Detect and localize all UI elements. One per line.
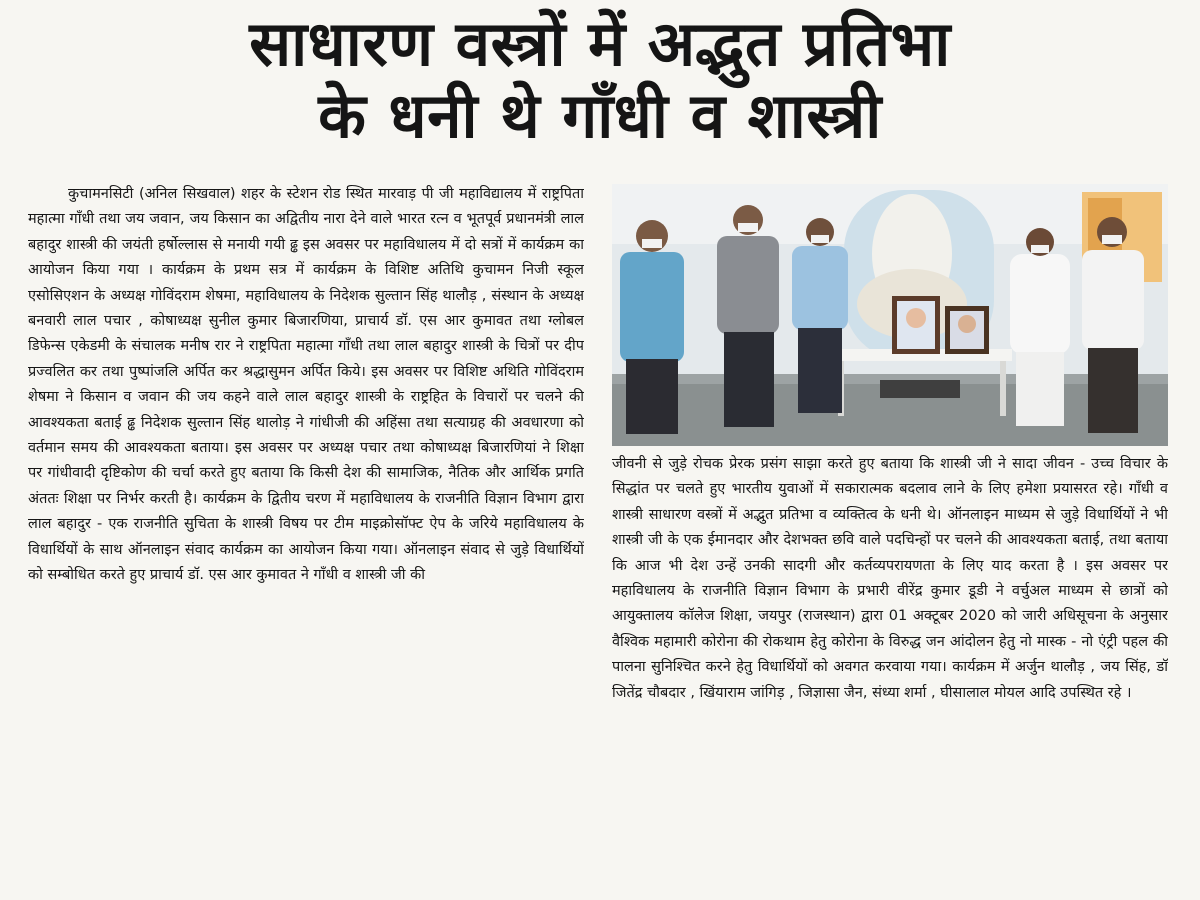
- headline-line-1: साधारण वस्त्रों में अद्भुत प्रतिभा: [249, 7, 951, 80]
- headline: [0, 8, 1200, 152]
- event-photo-icon: [612, 184, 1168, 446]
- article-left-text: कुचामनसिटी (अनिल सिखवाल) शहर के स्टेशन रोड स्थित मारवाड़ पी जी महाविद्यालय में राष्ट्रपिता महात्मा गाँधी तथा जय जवान, जय किसान का अद्वितीय नारा देने वाले भारत रत्न व भूतपूर्व प्रधानमंत्री लाल बहादुर शास्त्री की जयंती हर्षोल्लास से मनायी गयी ढ्ढ इस अवसर पर महाविधालय में दो सत्रों में कार्यक्रम का आयोजन किया गया । कार्यक्रम के प्रथम सत्र में कार्यक्रम के विशिष्ट अतिथि कुचामन निजी स्कूल एसोसिएशन के अध्यक्ष गोविंदराम शेषमा, महाविधालय के निदेशक सुल्तान सिंह थालौड़ , संस्थान के अध्यक्ष बनवारी लाल पचार , कोषाध्यक्ष सुनील कुमार बिजारणिया, प्राचार्य डॉ. एस आर कुमावत तथा ग्लोबल डिफेन्स एकेडमी के संचालक मनीष रार ने राष्ट्रपिता महात्मा गाँधी तथा लाल बहादुर शास्त्री के चित्रों पर दीप प्रज्वलित कर तथा पुष्पांजलि अर्पित कर श्रद्धासुमन अर्पित किये। इस अवसर पर विशिष्ट अथिति गोविंदराम शेषमा ने किसान व जवान की जय कहने वाले लाल बहादुर शास्त्री के राष्ट्रहित के विचारों पर चलने की आवश्यकता बताई ढ्ढ निदेशक सुल्तान सिंह थालोड़ ने गांधीजी की अहिंसा तथा सत्याग्रह की अवधारणा को वर्तमान समय की आवश्यकता बताया। इस अवसर पर अध्यक्ष पचार तथा कोषाध्यक्ष बिजारणियां ने शिक्षा पर गांधीवादी दृष्टिकोण की चर्चा करते हुए बताया कि किसी देश की सामाजिक, नैतिक और आर्थिक प्रगति अंततः शिक्षा पर निर्भर करती है। कार्यक्रम के द्वितीय चरण में महाविधालय के राजनीति विज्ञान विभाग द्वारा लाल बहादुर - एक राजनीति सुचिता के शास्त्री विषय पर टीम माइक्रोसॉफ्ट ऐप के जरिये महाविधालय के विधार्थियों के साथ ऑनलाइन संवाद कार्यक्रम का आयोजन किया गया। ऑनलाइन संवाद से जुड़े विधार्थियों को सम्बोधित करते हुए प्राचार्य डॉ. एस आर कुमावत ने गाँधी व शास्त्री जी की: [28, 186, 584, 584]
- article-right-text: जीवनी से जुड़े रोचक प्रेरक प्रसंग साझा करते हुए बताया कि शास्त्री जी ने सादा जीवन - उच्च विचार के सिद्धांत पर चलते हुए भारतीय युवाओं में सकारात्मक बदलाव लाने के लिए हमेशा प्रयासरत रहे। गाँधी व शास्त्री साधारण वस्त्रों में अद्भुत प्रतिभा व व्यक्तित्व के धनी थे। ऑनलाइन माध्यम से जुड़े विधार्थियों ने भी शास्त्री जी के एक ईमानदार और देशभक्त छवि वाले पदचिन्हों पर चलने की आवश्यकता बताई, तथा बताया कि आज भी देश उन्हें उनकी सादगी और कर्तव्यपरायणता के लिए याद करता है । इस अवसर पर महाविधालय के राजनीति विज्ञान विभाग के प्रभारी वीरेंद्र कुमार डूडी ने वर्चुअल माध्यम से छात्रों को आयुक्तालय कॉलेज शिक्षा, जयपुर (राजस्थान) द्वारा 01 अक्टूबर 2020 को जारी अधिसूचना के अनुसार वैश्विक महामारी कोरोना की रोकथाम हेतु कोरोना के विरुद्ध जन आंदोलन हेतु नो मास्क - नो एंट्री पहल की पालना सुनिश्चित करने हेतु विधार्थियों को अवगत करवाया गया। कार्यक्रम में अर्जुन थालौड़ , जय सिंह, डॉ जितेंद्र चौबदार , खिंयाराम जांगिड़ , जिज्ञासा जैन, संध्या शर्मा , घीसालाल मोयल आदि उपस्थित रहे ।: [612, 456, 1168, 701]
- article-column-right: [612, 452, 1168, 894]
- article-column-left: [28, 182, 584, 894]
- event-photo: [612, 184, 1168, 446]
- headline-line-2: के धनी थे गाँधी व शास्त्री: [318, 79, 882, 152]
